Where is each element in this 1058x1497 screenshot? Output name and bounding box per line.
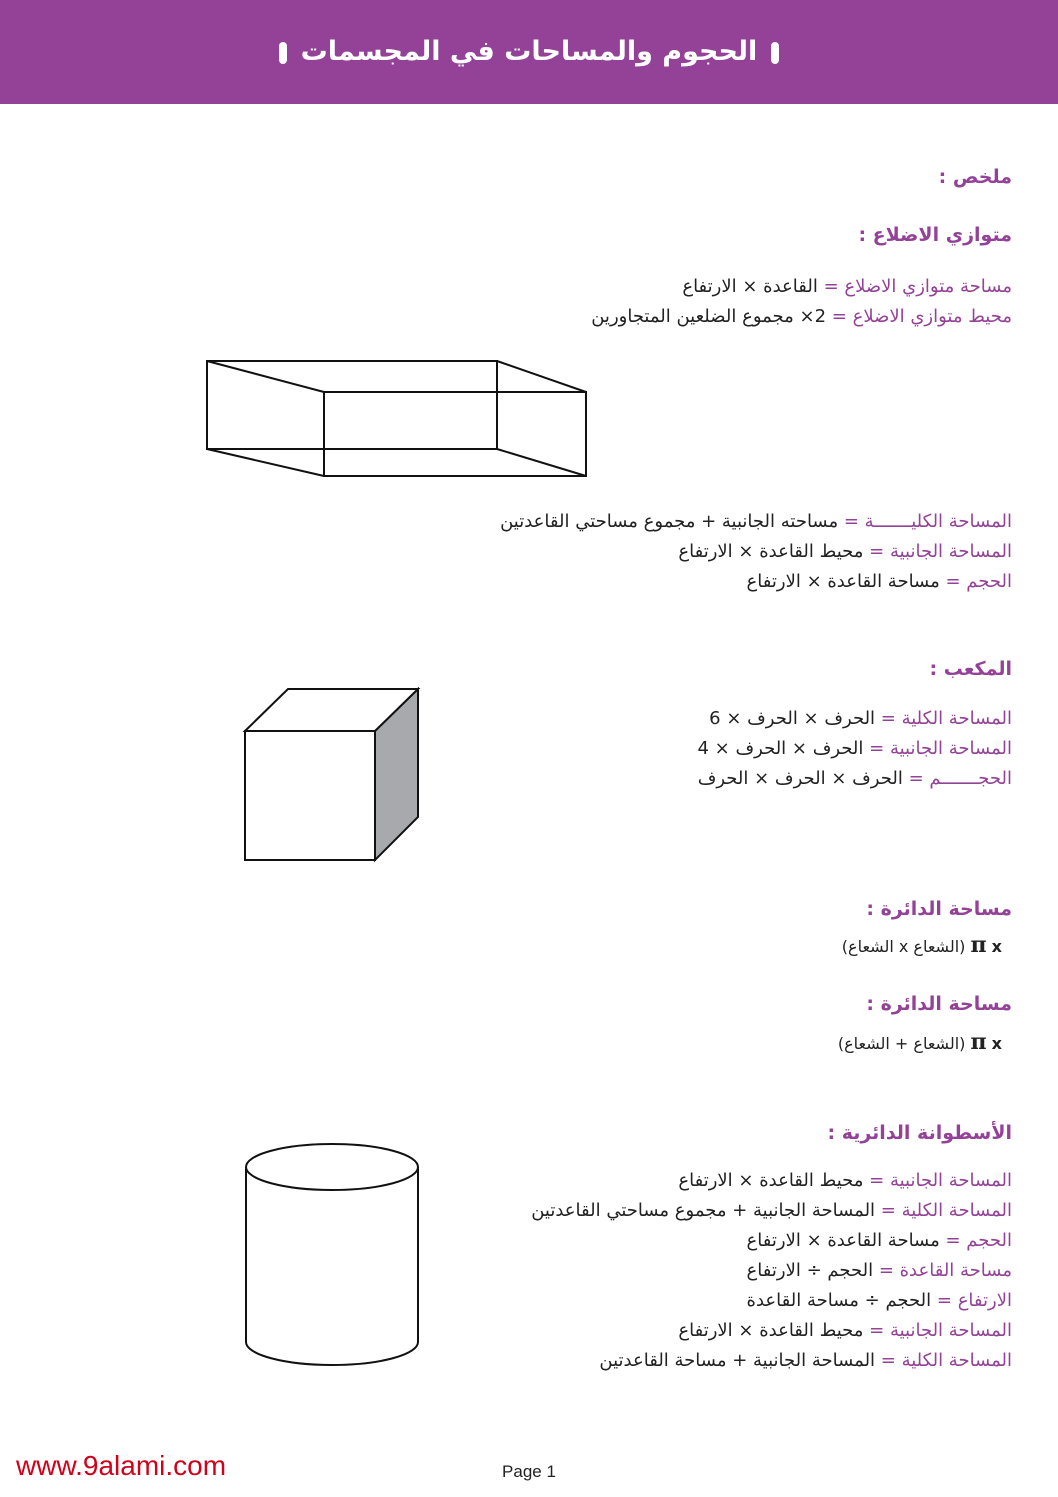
formula-line (500, 567, 1012, 597)
formula-term: المساحة الكلية = (880, 1350, 1012, 1371)
formula-term: المساحة الجانبية = (869, 1170, 1012, 1191)
formula-term: الارتفاع = (936, 1290, 1012, 1311)
formula-term: الحجم = (945, 1230, 1012, 1251)
website-link[interactable]: www.9alami.com (16, 1450, 227, 1481)
cylinder-formulas (531, 1166, 1012, 1376)
formula-expression: مساحة القاعدة × الارتفاع (746, 1230, 940, 1251)
page-title-text: الحجوم والمساحات في المجسمات (300, 36, 758, 67)
formula-line (500, 507, 1012, 537)
formula-term: المساحة الجانبية = (869, 1320, 1012, 1341)
formula-expression: (الشعاع x الشعاع) (841, 937, 966, 956)
formula-line (531, 1166, 1012, 1196)
formula-expression: الحجم ÷ الارتفاع (746, 1260, 874, 1281)
prism-edge (207, 361, 324, 392)
prism-formulas (500, 507, 1012, 597)
formula-expression: الحرف × الحرف × 6 (709, 708, 876, 729)
cylinder-top-ellipse (246, 1144, 418, 1190)
pi-symbol: π (970, 932, 987, 958)
page-title (0, 36, 1058, 67)
formula-expression: الحرف × الحرف × الحرف (697, 768, 903, 789)
formula-term: مساحة القاعدة = (878, 1260, 1012, 1281)
prism-edge (497, 361, 586, 392)
formula-line (591, 272, 1012, 302)
formula-line (500, 537, 1012, 567)
summary-heading: ملخص : (938, 166, 1012, 188)
prism-edge (207, 449, 324, 476)
rectangular-prism-figure (200, 355, 592, 483)
formula-term: محيط متوازي الاضلاع = (831, 306, 1012, 327)
multiply-sign: x (991, 937, 1002, 956)
cube-front-face (245, 731, 375, 860)
prism-edge (497, 449, 586, 476)
cylinder-bottom-arc (246, 1342, 418, 1365)
formula-expression: محيط القاعدة × الارتفاع (678, 541, 864, 562)
circle-area-heading: مساحة الدائرة : (866, 898, 1012, 920)
multiply-sign: x (991, 1034, 1002, 1053)
formula-line (698, 764, 1013, 794)
formula-expression: الحرف × الحرف × 4 (697, 738, 864, 759)
formula-term: المساحة الجانبية = (869, 541, 1012, 562)
formula-term: الحجـــــــم = (908, 768, 1012, 789)
formula-expression: محيط القاعدة × الارتفاع (678, 1170, 864, 1191)
title-bracket-right (771, 42, 779, 64)
cylinder-figure (240, 1140, 424, 1372)
formula-expression: المساحة الجانبية + مساحة القاعدتين (599, 1350, 876, 1371)
parallelogram-heading: متوازي الاضلاع : (858, 224, 1012, 246)
formula-expression: مساحة القاعدة × الارتفاع (746, 571, 940, 592)
prism-back-face (207, 361, 497, 449)
formula-expression: القاعدة × الارتفاع (682, 276, 818, 297)
parallelogram-formulas (591, 272, 1012, 332)
title-bracket-left (279, 42, 287, 64)
formula-expression: محيط القاعدة × الارتفاع (678, 1320, 864, 1341)
page-number: Page 1 (502, 1462, 556, 1481)
formula-line (698, 704, 1013, 734)
formula-term: المساحة الكلية = (880, 1200, 1012, 1221)
formula-line (531, 1196, 1012, 1226)
cube-heading: المكعب : (929, 658, 1012, 680)
formula-expression: 2× مجموع الضلعين المتجاورين (591, 306, 827, 327)
circle-area-formula (842, 932, 1002, 958)
formula-expression: مساحته الجانبية + مجموع مساحتي القاعدتين (500, 511, 839, 532)
cube-formulas (698, 704, 1013, 794)
formula-expression: (الشعاع + الشعاع) (837, 1034, 966, 1053)
formula-line (591, 302, 1012, 332)
formula-term: المساحة الكليـــــــة = (843, 511, 1012, 532)
formula-expression: المساحة الجانبية + مجموع مساحتي القاعدتين (531, 1200, 876, 1221)
formula-line (531, 1226, 1012, 1256)
formula-line (531, 1316, 1012, 1346)
formula-expression: الحجم ÷ مساحة القاعدة (746, 1290, 932, 1311)
header-banner (0, 0, 1058, 104)
circle-area-heading: مساحة الدائرة : (866, 993, 1012, 1015)
cube-figure (240, 684, 424, 866)
pi-symbol: π (970, 1029, 987, 1055)
formula-term: الحجم = (945, 571, 1012, 592)
formula-line (531, 1346, 1012, 1376)
formula-line (698, 734, 1013, 764)
formula-term: المساحة الجانبية = (869, 738, 1012, 759)
circle-area-formula (838, 1029, 1002, 1055)
cylinder-heading: الأسطوانة الدائرية : (827, 1122, 1012, 1144)
formula-line (531, 1256, 1012, 1286)
formula-line (531, 1286, 1012, 1316)
formula-term: مساحة متوازي الاضلاع = (823, 276, 1012, 297)
formula-term: المساحة الكلية = (880, 708, 1012, 729)
